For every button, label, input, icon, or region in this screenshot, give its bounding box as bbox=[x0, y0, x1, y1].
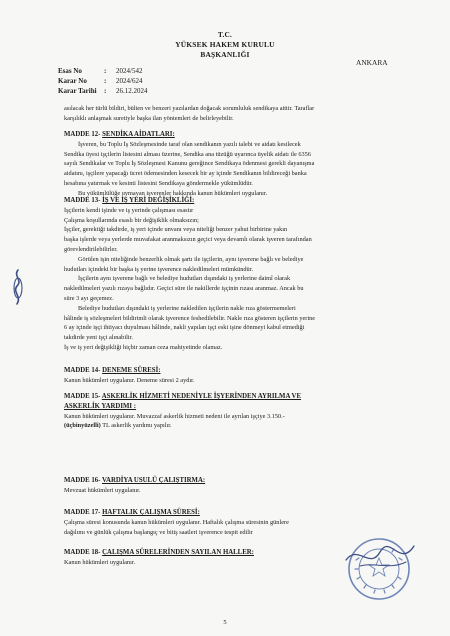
page-number: 5 bbox=[223, 619, 227, 626]
article-15-heading: MADDE 15- ASKERLİK HİZMETİ NEDENİYLE İŞYERİNDEN AYRILMA VE bbox=[64, 393, 302, 400]
header-city: ANKARA bbox=[356, 58, 388, 67]
header-institution: YÜKSEK HAKEM KURULU bbox=[175, 40, 275, 49]
meta-karar-tarihi: Karar Tarihi : 26.12.2024 bbox=[58, 87, 148, 95]
article-13-heading: MADDE 13- İŞ VE İŞ YERİ DEĞİŞİKLİĞİ: bbox=[64, 197, 195, 204]
meta-esas-no: Esas No : 2024/542 bbox=[58, 67, 143, 75]
header-department: BAŞKANLIĞI bbox=[200, 50, 250, 59]
meta-karar-no: Karar No : 2024/624 bbox=[58, 77, 143, 85]
article-13: MADDE 13- İŞ VE İŞ YERİ DEĞİŞİKLİĞİ: İşçilerin kendi işinde ve iş yerinde çalışması esastır Çalışma koşullarında esaslı bir değişiklik olmaksızın; İşçiler, gerektiği takdirde, iş yeri içinde unvanı veya niteliği benzer yahut birbirine yakın başka işlerde veya yerlerde muvafakat aranmaksızın geçici veya devamlı olarak işveren tarafından görevlendirilebilirler. Görülen işin niteliğinde benzerlik olmak şartı ile işçilerin, aynı işverene bağlı ve belediye hudutları içindeki bir başka iş yerine işverence nakledilmeleri mümkündür. İşçilerin aynı işverene bağlı ve belediye hudutları dışındaki iş yerlerine daimî olarak nakledilmeleri yazılı rızaya bağlıdır. Geçici süre ile nakillerde işçinin rızası aranmaz. Ancak bu süre 3 ayı geçemez. Belediye hudutları dışındaki iş yerlerine nakledilen işçilerin nakle rıza göstermemeleri hâlinde iş sözleşmeleri bildirimli olarak işverence feshedilebilir. Nakle rıza gösteren işçilerin yerine 6 ay içinde işçi ihtiyacı duyulması hâlinde, nakli yapılan işçi eski işine dönmeyi kabul etmediği takdirde yeni işçi alınabilir. İş ve iş yeri değişikliği hiçbir zaman ceza mahiyetinde olamaz. bbox=[64, 196, 394, 353]
article-15: MADDE 15- ASKERLİK HİZMETİ NEDENİYLE İŞYERİNDEN AYRILMA VE ASKERLİK YARDIMI : Kanun hükümleri uygulanır. Muvazzaf askerlik hizmeti nedeni ile ayrılan işçiye 3.150.- (üçbinyüzelli) TL askerlik yardımı yapılır. bbox=[64, 392, 394, 431]
article-14: MADDE 14- DENEME SÜRESİ: Kanun hükümleri uygulanır. Deneme süresi 2 aydır. bbox=[64, 366, 394, 386]
article-18: MADDE 18- ÇALIŞMA SÜRELERİNDEN SAYILAN HALLER: Kanun hükümleri uygulanır. bbox=[64, 548, 394, 568]
signature-icon bbox=[340, 540, 420, 580]
article-12-heading: MADDE 12- SENDİKA AİDATLARI: bbox=[64, 131, 175, 138]
article-16-heading: MADDE 16- VARDİYA USULÜ ÇALIŞTIRMA: bbox=[64, 477, 206, 484]
article-16: MADDE 16- VARDİYA USULÜ ÇALIŞTIRMA: Mevzuat hükümleri uygulanır. bbox=[64, 476, 394, 496]
article-12: MADDE 12- SENDİKA AİDATLARI: İşveren, bu Toplu İş Sözleşmesinde taraf olan sendikanın yazılı talebi ve aidatı kesilecek Sendika üyesi işçilerin listesini alması üzerine, Sendika ana tüzüğü uyarınca üyelik aidatı ile 6356 sayılı Sendikalar ve Toplu İş Sözleşmesi Kanunu gereğince Sendikaya ödenmesi gerekli dayanışma aidatını, işçilere yapacağı ücret ödemesinden kesecek bir ay içinde Sendikanın bildireceği banka hesabına yatırmak ve kesinti listesini Sendikaya göndermekle yükümlüdür. Bu yükümlülüğe uymayan işverenler hakkında kanun hükümleri uygulanır. bbox=[64, 130, 394, 199]
handwritten-margin-mark-icon bbox=[10, 268, 26, 308]
intro-paragraph: asılacak her türlü bildiri, bülten ve benzeri yazılardan doğacak sorumluluk sendikaya aittir. Taraflar karşılıklı anlaşmak suretiyle başka ilan yöntemleri de belirleyebilir. bbox=[64, 105, 315, 122]
article-18-heading: MADDE 18- ÇALIŞMA SÜRELERİNDEN SAYILAN HALLER: bbox=[64, 549, 254, 556]
article-14-heading: MADDE 14- DENEME SÜRESİ: bbox=[64, 367, 161, 374]
article-17-heading: MADDE 17- HAFTALIK ÇALIŞMA SÜRESİ: bbox=[64, 509, 200, 516]
article-17: MADDE 17- HAFTALIK ÇALIŞMA SÜRESİ: Çalışma süresi konusunda kanun hükümleri uygulanır. Haftalık çalışma süresinin günlere dağılımı ve günlük çalışma başlangıç ve bitiş saatleri işverence tespit edilir bbox=[64, 508, 394, 537]
header-tc: T.C. bbox=[217, 30, 233, 39]
